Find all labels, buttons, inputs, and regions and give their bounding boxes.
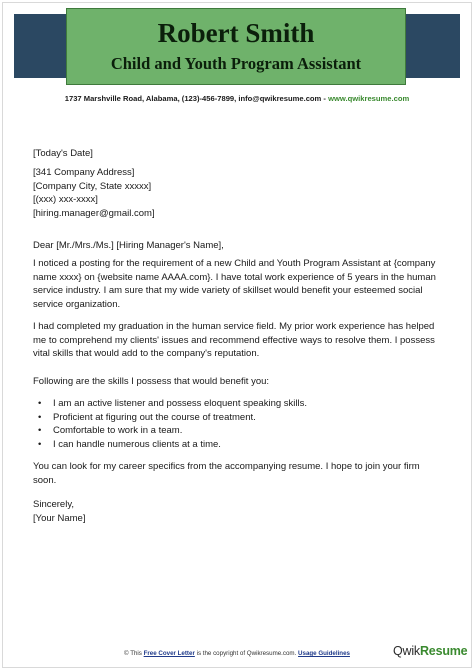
usage-guidelines-link[interactable]: Usage Guidelines bbox=[298, 650, 350, 657]
paragraph-experience: I had completed my graduation in the human service field. My prior work experience has helped me to comprehend my clients' issues and recommend effective ways to resolve them. I possess vital skills that would add to the company's reputation. bbox=[33, 321, 435, 359]
bullet-icon: • bbox=[38, 398, 42, 409]
signoff: Sincerely, bbox=[33, 499, 75, 510]
bullet-icon: • bbox=[38, 438, 42, 450]
salutation: Dear [Mr./Mrs./Ms.] [Hiring Manager's Name], bbox=[33, 240, 224, 251]
skills-list bbox=[33, 397, 445, 451]
free-cover-letter-link[interactable]: Free Cover Letter bbox=[143, 650, 195, 657]
website-link[interactable]: www.qwikresume.com bbox=[328, 94, 410, 103]
skill-item: • I am an active listener and possess eloquent speaking skills. bbox=[38, 398, 307, 409]
address-line: [(xxx) xxx-xxxx] bbox=[33, 194, 98, 205]
job-title: Child and Youth Program Assistant bbox=[110, 54, 362, 73]
address-line: [hiring.manager@gmail.com] bbox=[33, 207, 155, 219]
skill-item: • I can handle numerous clients at a time. bbox=[38, 438, 221, 450]
qwikresume-logo: QwikResume bbox=[393, 644, 468, 658]
header-title-box bbox=[66, 8, 406, 85]
copyright-footer: © This Free Cover Letter is the copyright of Qwikresume.com. Usage Guidelines bbox=[124, 650, 350, 657]
bullet-icon: • bbox=[38, 425, 42, 436]
letter-date: [Today's Date] bbox=[33, 148, 93, 159]
closing-paragraph: You can look for my career specifics from the accompanying resume. I hope to join your firm soon. bbox=[33, 461, 420, 486]
candidate-name: Robert Smith bbox=[157, 18, 315, 48]
address-line: [Company City, State xxxxx] bbox=[33, 180, 152, 192]
skill-item: • Proficient at figuring out the course of treatment. bbox=[38, 411, 256, 423]
address-line: [341 Company Address] bbox=[33, 167, 135, 178]
skills-intro: Following are the skills I possess that would benefit you: bbox=[33, 376, 270, 387]
paragraph-intro: I noticed a posting for the requirement of a new Child and Youth Program Assistant at {company name xxxx} on {website name AAAA.com}. I have total work experience of 5 years in the human service industry. I am sure that my wide variety of skillset would benefit your esteemed social service organization. bbox=[33, 258, 436, 310]
contact-line bbox=[0, 94, 474, 103]
signature: [Your Name] bbox=[33, 513, 86, 524]
skill-item: • Comfortable to work in a team. bbox=[38, 425, 183, 436]
recipient-address bbox=[33, 166, 445, 220]
bullet-icon: • bbox=[38, 411, 42, 423]
contact-details: 1737 Marshville Road, Alabama, (123)-456-7899, info@qwikresume.com - bbox=[64, 94, 329, 103]
